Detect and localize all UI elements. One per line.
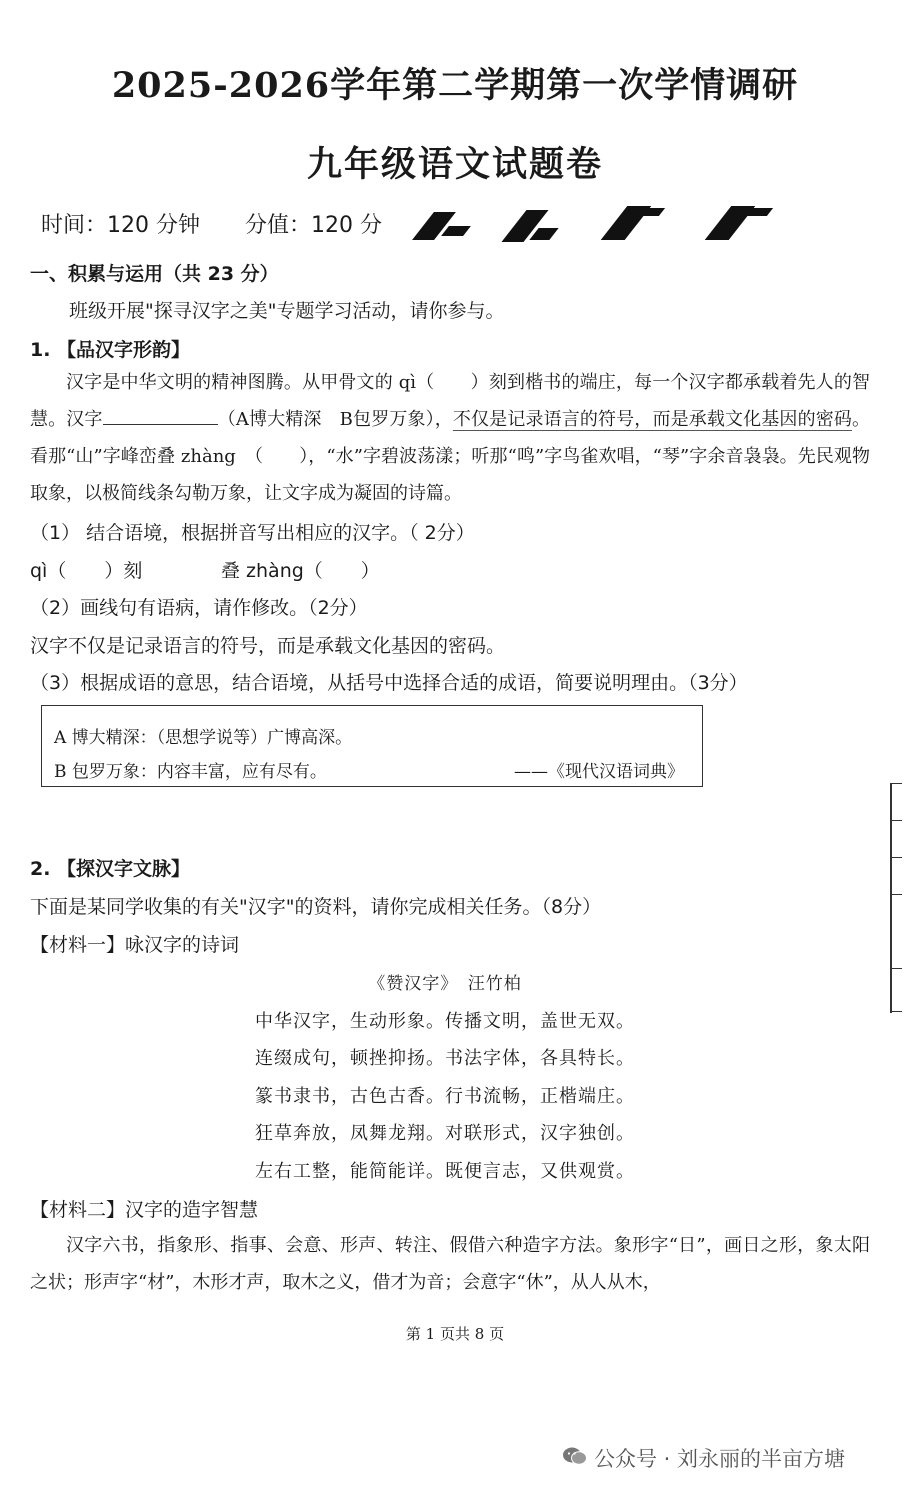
redaction-mark [405, 204, 475, 244]
poem-title: 《赞汉字》 汪竹柏 [368, 974, 522, 994]
material-2-title: 【材料二】汉字的造字智慧 [30, 1199, 259, 1221]
page-number: 第 1 页共 8 页 [405, 1325, 505, 1343]
passage-part-2: （A博大精深 B包罗万象）， [217, 409, 453, 430]
redaction-mark [698, 204, 778, 244]
poem-line: 连缀成句，顿挫抑扬。书法字体，各具特长。 [255, 1048, 635, 1069]
page-edge-bracket [890, 783, 904, 1013]
underlined-sentence: 不仅是记录语言的符号，而是承载文化基因的密码 [452, 409, 852, 430]
definition-box [41, 705, 703, 787]
section-intro: 班级开展"探寻汉字之美"专题学习活动，请你参与。 [69, 300, 505, 322]
question-2-heading: 2. 【探汉字文脉】 [30, 858, 191, 880]
question-2-intro: 下面是某同学收集的有关"汉字"的资料，请你完成相关任务。（8分） [30, 896, 602, 918]
material-2-text: 汉字六书，指象形、指事、会意、形声、转注、假借六种造字方法。象形字“日”，画日之形，象太阳之状；形声字“材”，木形才声，取木之义，借才为音；会意字“休”，从人从木， [30, 1235, 870, 1293]
sub2-sentence: 汉字不仅是记录语言的符号，而是承载文化基因的密码。 [30, 635, 506, 657]
question-1-passage [30, 364, 870, 512]
sub1-answer-b[interactable]: 叠 zhàng（ ） [221, 560, 380, 582]
sub-question-2: （2）画线句有语病，请作修改。（2分） [30, 597, 368, 619]
poem-line: 狂草奔放，凤舞龙翔。对联形式，汉字独创。 [255, 1123, 635, 1144]
answer-blank[interactable] [103, 408, 218, 425]
sub1-answer-a[interactable]: qì（ ）刻 [30, 560, 143, 582]
definition-b: B 包罗万象：内容丰富，应有尽有。 [54, 762, 327, 782]
section-title: 一、积累与运用（共 23 分） [30, 263, 279, 285]
question-1-heading: 1. 【品汉字形韵】 [30, 339, 191, 361]
watermark-text: 公众号 · 刘永丽的半亩方塘 [594, 1447, 846, 1471]
exam-time: 时间：120 分钟 [41, 213, 200, 238]
wechat-icon [562, 1446, 588, 1466]
exam-score: 分值：120 分 [245, 213, 382, 238]
passage-part-3: 。看那“山”字峰峦叠 zhàng （ ），“水”字碧波荡漾；听那“鸣”字鸟雀欢唱，“琴”字余音袅袅。先民观物取象，以极简线条勾勒万象，让文字成为凝固的诗篇。 [30, 409, 870, 504]
exam-title: 2025-2026学年第二学期第一次学情调研 [111, 65, 799, 106]
poem-line: 篆书隶书，古色古香。行书流畅，正楷端庄。 [255, 1086, 635, 1107]
redaction-mark [598, 204, 668, 244]
passage-part-1: 汉字是中华文明的精神图腾。从甲骨文的 qì（ ）刻到楷书的端庄，每一个汉字都承载着先人的智慧。汉字 [30, 372, 870, 430]
sub-question-1: （1） 结合语境，根据拼音写出相应的汉字。（ 2分） [30, 522, 475, 544]
material-1-title: 【材料一】咏汉字的诗词 [30, 934, 240, 956]
exam-subtitle: 九年级语文试题卷 [306, 144, 603, 185]
redaction-mark [500, 204, 570, 244]
sub-question-3: （3）根据成语的意思，结合语境，从括号中选择合适的成语，简要说明理由。（3分） [30, 672, 748, 694]
poem-line: 左右工整，能简能详。既便言志，又供观赏。 [255, 1161, 635, 1182]
poem-line: 中华汉字，生动形象。传播文明，盖世无双。 [255, 1011, 635, 1032]
definition-a: A 博大精深：（思想学说等）广博高深。 [54, 728, 353, 748]
definition-source: ——《现代汉语词典》 [514, 762, 684, 782]
